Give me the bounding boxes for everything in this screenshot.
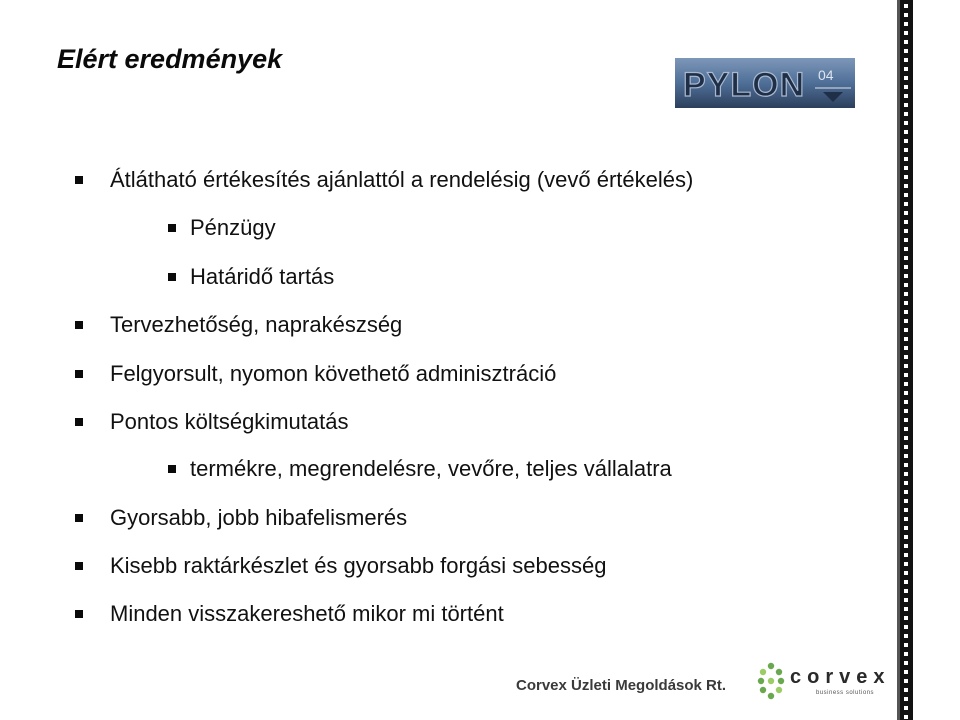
bullet-marker-icon	[75, 562, 83, 570]
bullet-item	[75, 408, 348, 436]
bullet-text: Átlátható értékesítés ajánlattól a rendelésig (vevő értékelés)	[110, 167, 694, 192]
corvex-tagline: business solutions	[816, 690, 875, 696]
bullet-item	[75, 504, 407, 532]
bullet-marker-icon	[75, 321, 83, 329]
bullet-marker-icon	[75, 610, 83, 618]
bullet-marker-icon	[75, 418, 83, 426]
bullet-text: Határidő tartás	[190, 264, 335, 289]
film-strip-decoration	[897, 0, 927, 720]
bullet-text: Pénzügy	[190, 215, 276, 240]
bullet-item	[168, 455, 672, 483]
bullet-item	[168, 263, 334, 291]
bullet-text: Pontos költségkimutatás	[110, 409, 349, 434]
bullet-text: Kisebb raktárkészlet és gyorsabb forgási sebesség	[110, 553, 607, 578]
bullet-item	[75, 552, 606, 580]
bullet-text: Tervezhetőség, naprakészség	[110, 312, 403, 337]
bullet-marker-icon	[75, 176, 83, 184]
bullet-text: termékre, megrendelésre, vevőre, teljes vállalatra	[190, 456, 672, 481]
bullet-marker-icon	[168, 465, 176, 473]
bullet-marker-icon	[75, 370, 83, 378]
bullet-item	[168, 214, 276, 242]
bullet-marker-icon	[168, 224, 176, 232]
pylon-logo-text: PYLON	[683, 66, 806, 104]
bullet-marker-icon	[168, 273, 176, 281]
bullet-item	[75, 360, 556, 388]
slide-title: Elért eredmények	[57, 44, 283, 74]
corvex-brand: corvex	[790, 666, 891, 688]
footer-company-name: Corvex Üzleti Megoldások Rt.	[516, 677, 727, 694]
bullet-item	[75, 311, 402, 339]
bullet-item	[75, 166, 693, 194]
bullet-text: Minden visszakereshető mikor mi történt	[110, 601, 504, 626]
bullet-text: Felgyorsult, nyomon követhető adminisztráció	[110, 361, 557, 386]
pylon-logo-version: 04	[818, 67, 834, 83]
bullet-item	[75, 600, 504, 628]
bullet-text: Gyorsabb, jobb hibafelismerés	[110, 505, 408, 530]
bullet-marker-icon	[75, 514, 83, 522]
